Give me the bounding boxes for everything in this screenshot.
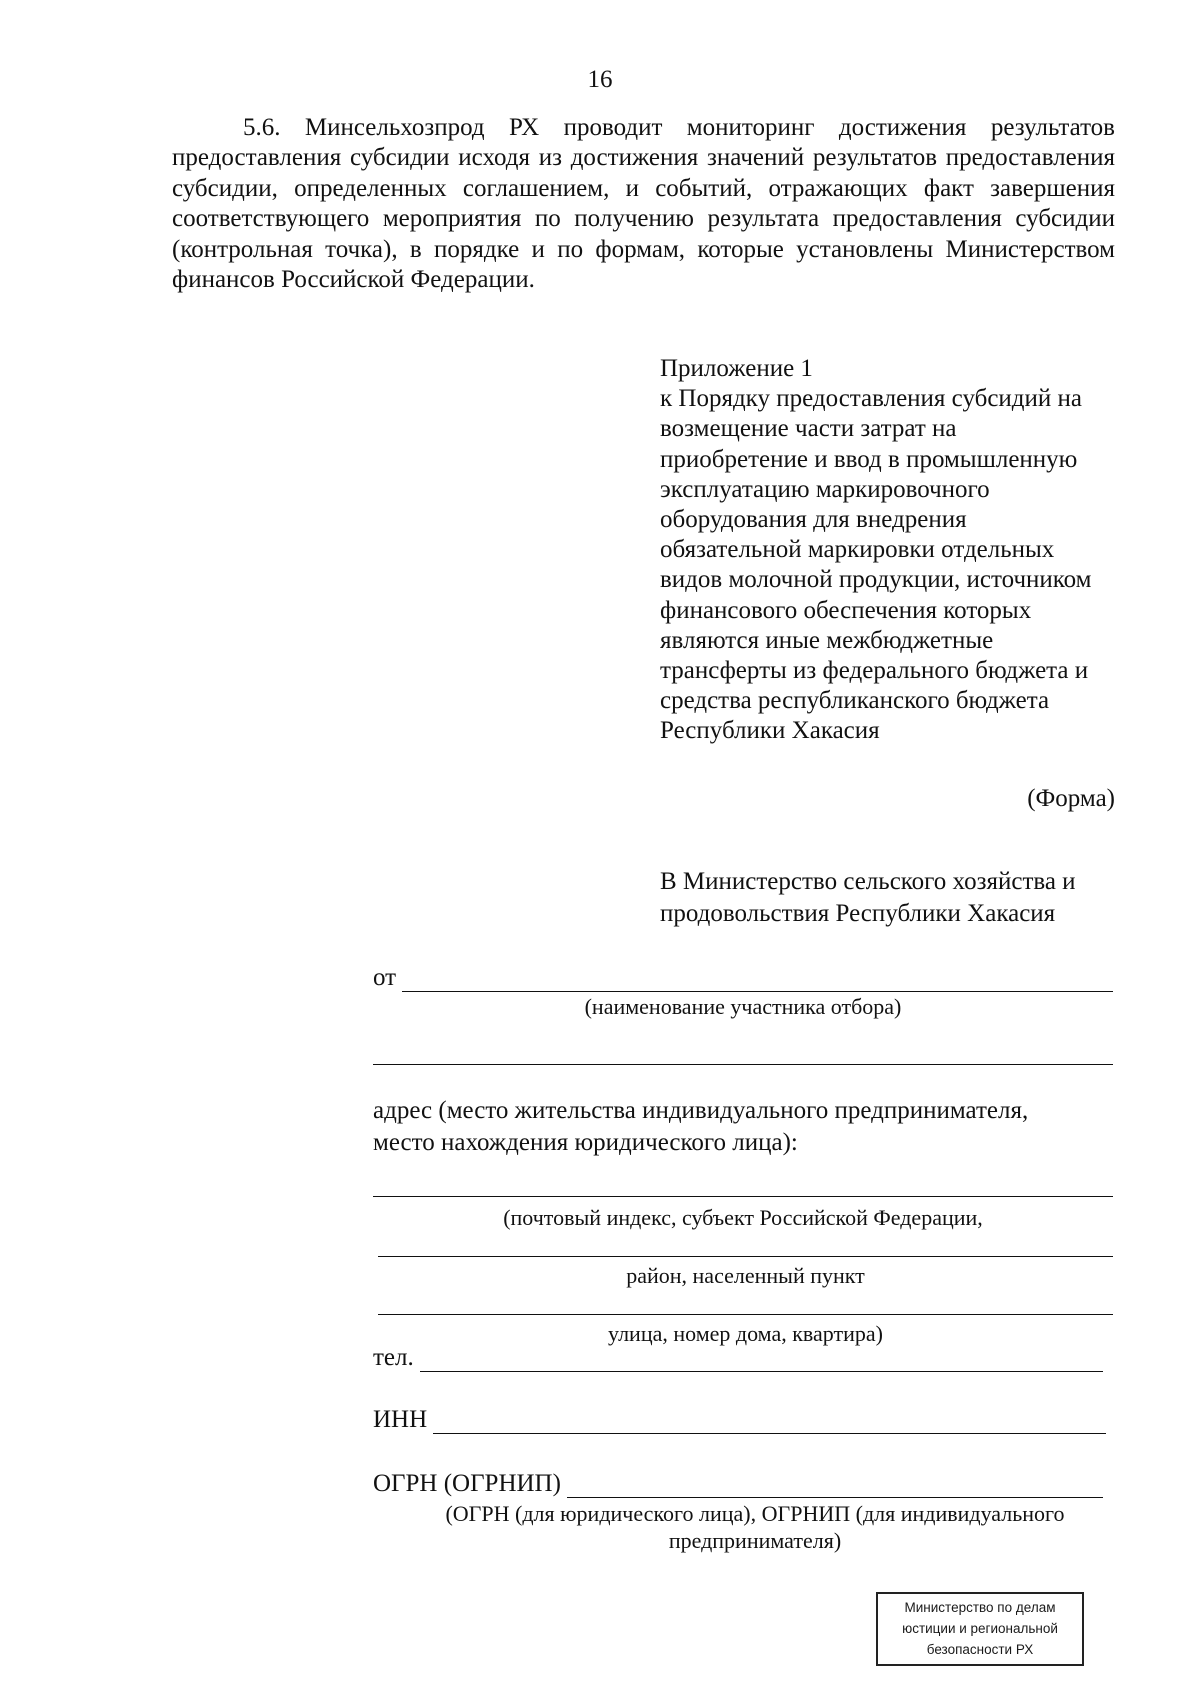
from-label: от (373, 964, 397, 991)
from-caption: (наименование участника отбора) (584, 994, 902, 1019)
ogrn-label: ОГРН (ОГРНИП) (373, 1470, 561, 1497)
form-label: (Форма) (1027, 785, 1115, 812)
appendix-line: эксплуатацию маркировочного (660, 475, 990, 503)
page-number: 16 (587, 66, 613, 93)
addressee-line: продовольствия Республики Хакасия (660, 900, 1056, 927)
registration-stamp (876, 1592, 1084, 1666)
appendix-line: финансового обеспечения которых (660, 596, 1032, 624)
appendix-line: оборудования для внедрения (660, 506, 967, 534)
appendix-line: приобретение и ввод в промышленную (660, 445, 1078, 473)
address-label-line: адрес (место жительства индивидуального предпринимателя, (373, 1097, 1029, 1124)
appendix-line: средства республиканского бюджета (660, 687, 1050, 715)
appendix-line: возмещение части затрат на (660, 415, 957, 443)
ogrn-caption-2: предпринимателя) (668, 1528, 842, 1553)
appendix-line: Приложение 1 (660, 355, 813, 382)
inn-label: ИНН (373, 1406, 428, 1433)
address-line-1[interactable] (373, 1196, 1113, 1197)
stamp-line: Министерство по делам (904, 1600, 1056, 1615)
inn-field-line[interactable] (433, 1409, 1106, 1434)
appendix-line: являются иные межбюджетные (660, 626, 994, 654)
address-line-2[interactable] (378, 1256, 1113, 1257)
address-label (373, 1095, 1133, 1159)
address-caption-2: район, населенный пункт (626, 1263, 865, 1288)
paragraph-5-6: 5.6. Минсельхозпрод РХ проводит мониторинг достижения результатов предоставления субсидии исходя из достижения значений результатов предоставления субсидии, определенных соглашением, и событий, отражающих факт завершения соответствующего мероприятия по получению результата предоставления субсидии (контрольная точка), в порядке и по формам, которые установлены Министерством финансов Российской Федерации. (172, 114, 1115, 294)
phone-field-row (373, 1340, 1103, 1372)
phone-label: тел. (373, 1344, 414, 1371)
appendix-header (660, 354, 1120, 747)
stamp-line: юстиции и региональной (902, 1621, 1058, 1636)
phone-field-line[interactable] (420, 1347, 1103, 1372)
address-line-3[interactable] (378, 1314, 1113, 1315)
from-field-line-2[interactable] (373, 1064, 1113, 1065)
from-field-line[interactable] (402, 967, 1113, 992)
appendix-line: обязательной маркировки отдельных (660, 536, 1055, 564)
inn-field-row (373, 1402, 1106, 1434)
address-caption-1: (почтовый индекс, субъект Российской Федерации, (503, 1205, 983, 1230)
address-caption-3: улица, номер дома, квартира) (608, 1321, 883, 1346)
address-label-line: место нахождения юридического лица): (373, 1129, 798, 1156)
ogrn-field-line[interactable] (567, 1473, 1103, 1498)
addressee (660, 866, 1120, 930)
stamp-line: безопасности РХ (926, 1642, 1034, 1657)
appendix-line: Республики Хакасия (660, 717, 880, 745)
addressee-line: В Министерство сельского хозяйства и (660, 868, 1076, 895)
ogrn-caption-1: (ОГРН (для юридического лица), ОГРНИП (для индивидуального (445, 1501, 1065, 1526)
appendix-line: к Порядку предоставления субсидий на (660, 385, 1083, 413)
appendix-line: видов молочной продукции, источником (660, 566, 1092, 594)
ogrn-field-row (373, 1466, 1103, 1498)
appendix-line: трансферты из федерального бюджета и (660, 657, 1089, 685)
from-field-row (373, 960, 1113, 992)
